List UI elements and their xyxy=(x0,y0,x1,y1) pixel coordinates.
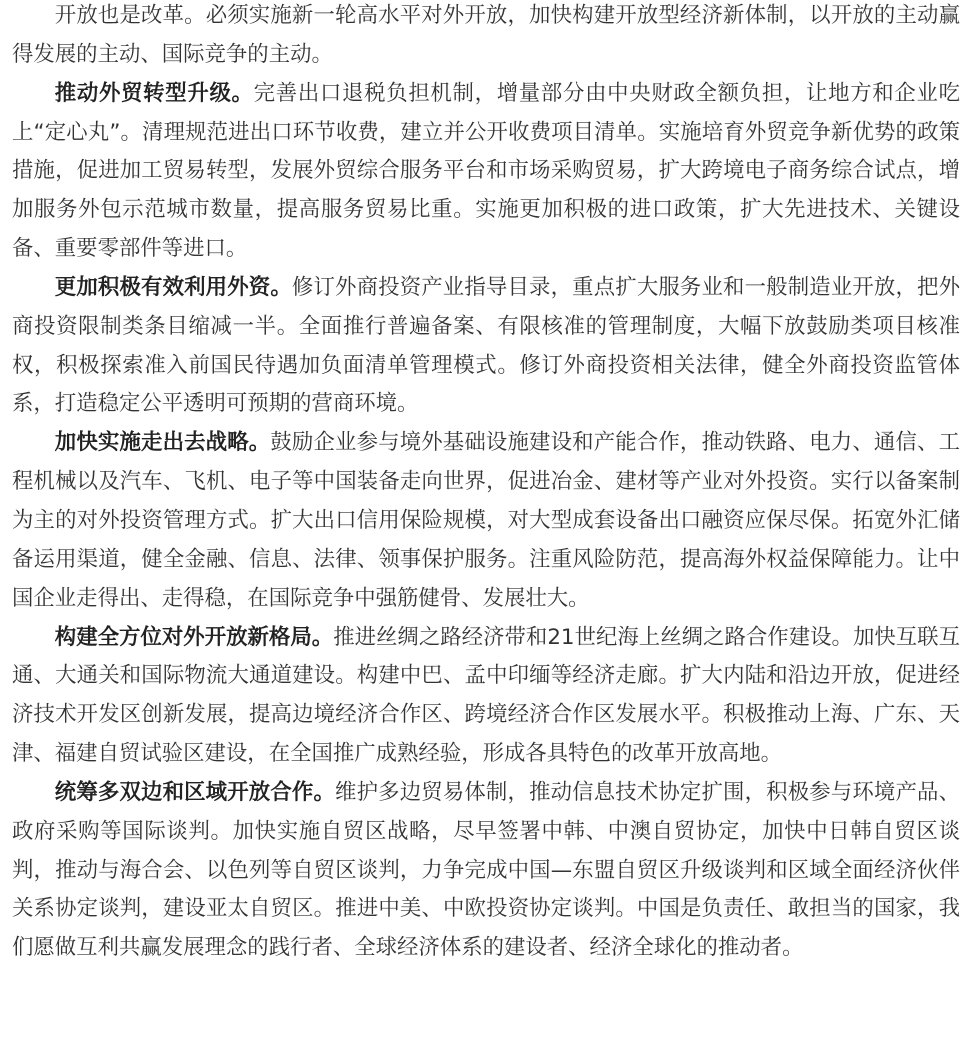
paragraph-opening-pattern xyxy=(12,619,960,774)
paragraph-heading: 统筹多双边和区域开放合作。 xyxy=(54,779,336,805)
paragraph-text: 推进丝绸之路经济带和21世纪海上丝绸之路合作建设。加快互联互通、大通关和国际物流大通道建设。构建中巴、孟中印缅等经济走廊。扩大内陆和沿边开放，促进经济技术开发区创新发展，提高边境经济合作区、跨境经济合作区发展水平。积极推动上海、广东、天津、福建自贸试验区建设，在全国推广成熟经验，形成各具特色的改革开放高地。 xyxy=(12,624,960,767)
paragraph-text: 维护多边贸易体制，推动信息技术协定扩围，积极参与环境产品、政府采购等国际谈判。加快实施自贸区战略，尽早签署中韩、中澳自贸协定，加快中日韩自贸区谈判，推动与海合会、以色列等自贸区谈判，力争完成中国—东盟自贸区升级谈判和区域全面经济伙伴关系协定谈判，建设亚太自贸区。推进中美、中欧投资协定谈判。中国是负责任、敢担当的国家，我们愿做互利共赢发展理念的践行者、全球经济体系的建设者、经济全球化的推动者。 xyxy=(12,779,960,961)
paragraph-text: 完善出口退税负担机制，增量部分由中央财政全额负担，让地方和企业吃上“定心丸”。清理规范进出口环节收费，建立并公开收费项目清单。实施培育外贸竞争新优势的政策措施，促进加工贸易转型，发展外贸综合服务平台和市场采购贸易，扩大跨境电子商务综合试点，增加服务外包示范城市数量，提高服务贸易比重。实施更加积极的进口政策，扩大先进技术、关键设备、重要零部件等进口。 xyxy=(12,80,960,262)
paragraph-foreign-trade xyxy=(12,75,960,269)
paragraph-heading: 更加积极有效利用外资。 xyxy=(54,274,292,300)
paragraph-text: 鼓励企业参与境外基础设施建设和产能合作，推动铁路、电力、通信、工程机械以及汽车、飞机、电子等中国装备走向世界，促进冶金、建材等产业对外投资。实行以备案制为主的对外投资管理方式。扩大出口信用保险规模，对大型成套设备出口融资应保尽保。拓宽外汇储备运用渠道，健全金融、信息、法律、领事保护服务。注重风险防范，提高海外权益保障能力。让中国企业走得出、走得稳，在国际竞争中强筋健骨、发展壮大。 xyxy=(12,430,960,611)
paragraph-regional-cooperation xyxy=(12,774,960,968)
paragraph-opening xyxy=(12,0,960,75)
paragraph-text: 开放也是改革。必须实施新一轮高水平对外开放，加快构建开放型经济新体制，以开放的主动赢得发展的主动、国际竞争的主动。 xyxy=(12,3,960,67)
paragraph-text: 修订外商投资产业指导目录，重点扩大服务业和一般制造业开放，把外商投资限制类条目缩减一半。全面推行普遍备案、有限核准的管理制度，大幅下放鼓励类项目核准权，积极探索准入前国民待遇加负面清单管理模式。修订外商投资相关法律，健全外商投资监管体系，打造稳定公平透明可预期的营商环境。 xyxy=(12,274,960,417)
paragraph-foreign-investment xyxy=(12,269,960,424)
paragraph-heading: 推动外贸转型升级。 xyxy=(54,80,254,106)
paragraph-going-global xyxy=(12,424,960,618)
paragraph-heading: 加快实施走出去战略。 xyxy=(54,430,271,456)
paragraph-heading: 构建全方位对外开放新格局。 xyxy=(54,624,334,650)
